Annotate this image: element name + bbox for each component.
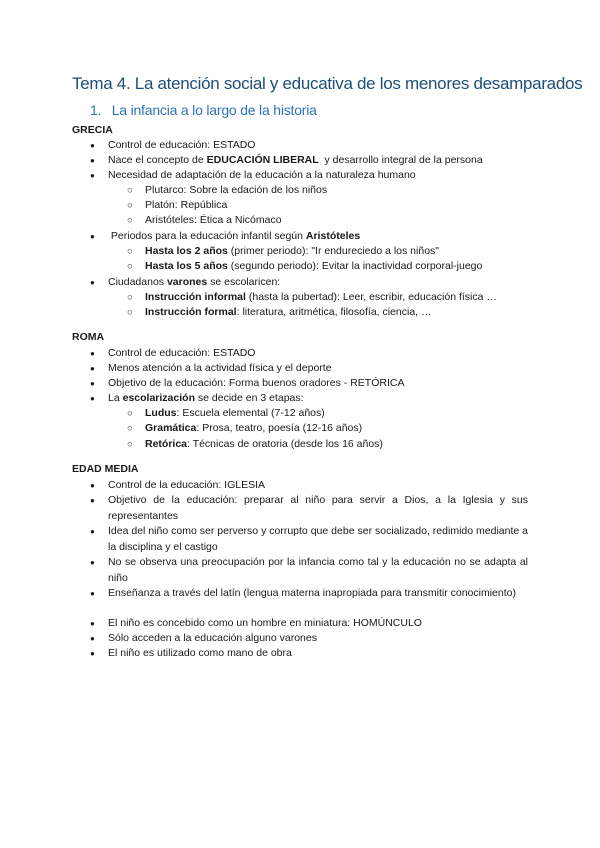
sub-list-item: ○ Platón: República: [145, 198, 535, 214]
list-item: [108, 153, 528, 169]
item-text: se decide en 3 etapas:: [194, 392, 304, 404]
list-item: ● Control de la educación: IGLESIA: [108, 478, 528, 494]
list-item: [108, 229, 528, 245]
item-bold: Instrucción informal: [145, 291, 246, 303]
item-text: Periodos para la educación infantil según: [108, 230, 306, 242]
item-text: (primer periodo): "Ir endureciedo a los niños": [227, 245, 440, 257]
sub-list-item: [145, 406, 535, 422]
item-bold: escolarización: [122, 392, 195, 404]
item-text: : Técnicas de oratoria (desde los 16 años): [187, 438, 383, 450]
list-item: ● Menos atención a la actividad física y el deporte: [108, 361, 528, 377]
list-item: ● Control de educación: ESTADO: [108, 346, 528, 362]
item-bold: Retórica: [145, 438, 188, 450]
list-item: ● Idea del niño como ser perverso y corrupto que debe ser socializado, redimido mediante a la disciplina y el castigo: [108, 524, 528, 555]
sub-list-item: [145, 259, 535, 275]
item-bold: EDUCACIÓN LIBERAL: [206, 154, 319, 166]
item-bold: Hasta los 5 años: [145, 260, 228, 272]
heading-edad-media: EDAD MEDIA: [72, 463, 139, 475]
item-bold: Gramática: [145, 422, 197, 434]
item-bold: Aristóteles: [305, 230, 361, 242]
item-bold: Instrucción formal: [145, 306, 237, 318]
sub-list-item: [145, 421, 535, 437]
sub-list-item: ○ Plutarco: Sobre la edación de los niños: [145, 183, 535, 199]
heading-roma: ROMA: [72, 331, 105, 343]
item-text: (segundo periodo): Evitar la inactividad corporal-juego: [227, 260, 483, 272]
list-item: ● Enseñanza a través del latín (lengua materna inapropiada para transmitir conocimiento): [108, 586, 528, 602]
item-text: Ciudadanos: [108, 276, 167, 288]
item-text: (hasta la pubertad): Leer, escribir, educación física …: [245, 291, 497, 303]
list-item: [108, 275, 528, 291]
item-text: : literatura, aritmética, filosofía, ciencia, …: [236, 306, 432, 318]
section-subtitle: [90, 102, 317, 118]
item-text: y desarrollo integral de la persona: [318, 154, 483, 166]
sub-list-item: [145, 437, 535, 453]
sub-list-item: [145, 244, 535, 260]
item-text: Nace el concepto de: [108, 154, 207, 166]
item-text: : Prosa, teatro, poesía (12-16 años): [196, 422, 363, 434]
list-item: ● Objetivo de la educación: preparar al niño para servir a Dios, a la Iglesia y sus representantes: [108, 493, 528, 524]
list-item: ● Control de educación: ESTADO: [108, 138, 528, 154]
item-text: : Escuela elemental (7-12 años): [176, 407, 325, 419]
sub-list-item: ○ Aristóteles: Ética a Nicómaco: [145, 213, 535, 229]
sub-list-item: [145, 305, 535, 321]
sub-list-item: [145, 290, 535, 306]
item-bold: varones: [166, 276, 208, 288]
item-text: se escolaricen:: [207, 276, 281, 288]
list-item: ● No se observa una preocupación por la infancia como tal y la educación no se adapta al niño: [108, 555, 528, 586]
list-item: ● El niño es concebido como un hombre en miniatura: HOMÚNCULO: [108, 616, 528, 632]
list-item: [108, 391, 528, 407]
list-item: ● El niño es utilizado como mano de obra: [108, 646, 528, 662]
subtitle-text: La infancia a lo largo de la historia: [111, 102, 317, 118]
list-item: ● Sólo acceden a la educación alguno varones: [108, 631, 528, 647]
document-title: Tema 4. La atención social y educativa de los menores desamparados: [72, 74, 583, 93]
item-bold: Ludus: [145, 407, 177, 419]
list-item: ● Necesidad de adaptación de la educación a la naturaleza humano: [108, 168, 528, 184]
subtitle-number: 1.: [90, 102, 102, 118]
item-bold: Hasta los 2 años: [145, 245, 228, 257]
heading-grecia: GRECIA: [72, 124, 113, 136]
list-item: ● Objetivo de la educación: Forma buenos oradores - RETÓRICA: [108, 376, 528, 392]
item-text: La: [108, 392, 123, 404]
